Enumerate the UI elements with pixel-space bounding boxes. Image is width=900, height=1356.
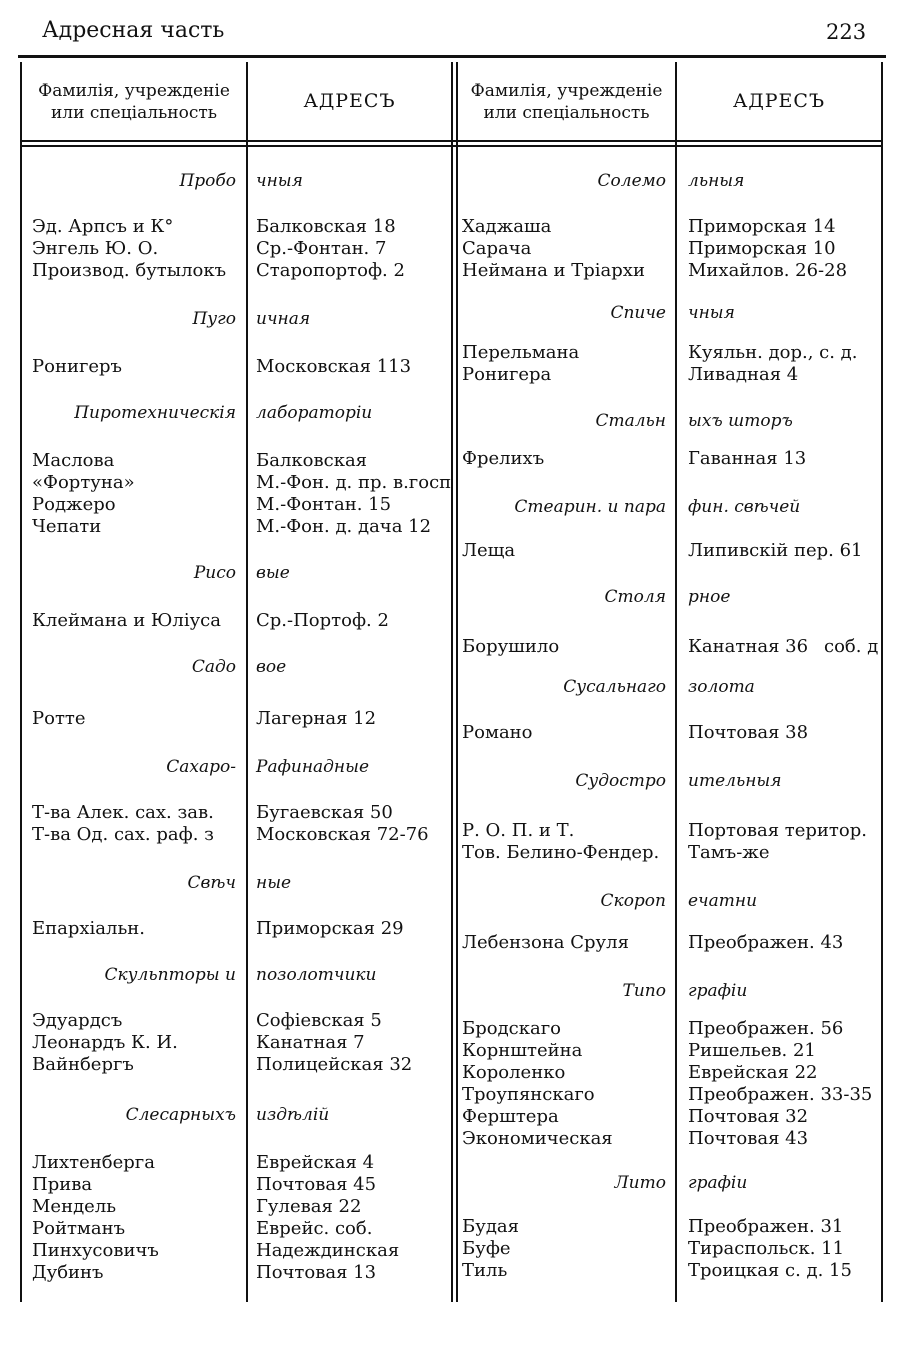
entry-address: Надеждинская	[256, 1240, 400, 1261]
category-label-start: Сахаро-	[166, 757, 236, 777]
entry-address: Преображен. 33-35	[688, 1084, 873, 1105]
category-label-end: графіи	[688, 1173, 748, 1193]
entry-name: Экономическая	[462, 1128, 613, 1149]
entry-address: М.-Фонтан. 15	[256, 494, 392, 515]
entry-name: Леща	[462, 540, 516, 561]
category-label-end: ечатни	[688, 891, 758, 911]
entry-name: Ройтманъ	[32, 1218, 126, 1239]
entry-address: Канатная 7	[256, 1032, 365, 1053]
entry-address: Полицейская 32	[256, 1054, 413, 1075]
entry-name: Ронигеръ	[32, 356, 122, 377]
entry-name: Вайнбергъ	[32, 1054, 134, 1075]
entry-address: Почтовая 43	[688, 1128, 809, 1149]
category-label-start: Стеарин. и пара	[514, 497, 666, 517]
category-label-start: Лито	[614, 1173, 666, 1193]
left-address-column-header: АДРЕСЪ	[303, 90, 396, 112]
category-label-end: ные	[256, 873, 292, 893]
entry-name: Короленко	[462, 1062, 566, 1083]
entry-name: Тов. Белино-Фендер.	[462, 842, 660, 863]
entry-name: Хаджаша	[462, 216, 552, 237]
header-rule	[18, 55, 886, 58]
entry-address: Преображен. 31	[688, 1216, 844, 1237]
entry-address: М.-Фон. д. дача 12	[256, 516, 432, 537]
category-label-end: издѣлій	[256, 1105, 330, 1125]
divider-center-double-a	[451, 62, 453, 1302]
entry-address: Гаванная 13	[688, 448, 807, 469]
entry-address: Почтовая 32	[688, 1106, 809, 1127]
entry-address: Еврейская 4	[256, 1152, 375, 1173]
entry-address: Тираспольск. 11	[688, 1238, 845, 1259]
entry-name: Лихтенберга	[32, 1152, 155, 1173]
entry-name: Тиль	[462, 1260, 508, 1281]
divider-right-name-address	[675, 62, 677, 1302]
category-label-end: вое	[256, 657, 287, 677]
category-label-start: Садо	[191, 657, 236, 677]
entry-name: Фрелихъ	[462, 448, 545, 469]
entry-name: Р. О. П. и Т.	[462, 820, 575, 841]
entry-address: Троицкая с. д. 15	[688, 1260, 852, 1281]
entry-address: М.-Фон. д. пр. в.госп	[256, 472, 452, 493]
entry-address: Преображен. 43	[688, 932, 844, 953]
entry-address: Ср.-Фонтан. 7	[256, 238, 387, 259]
entry-address: Канатная 36	[688, 636, 809, 657]
column-header-rule-a	[20, 140, 883, 142]
entry-address: Старопортоф. 2	[256, 260, 405, 281]
entry-name: Леонардъ К. И.	[32, 1032, 178, 1053]
page-number: 223	[826, 20, 867, 44]
category-label-start: Скороп	[600, 891, 666, 911]
category-label-end: фин. свѣчей	[688, 497, 801, 517]
entry-name: Т-ва Алек. сах. зав.	[32, 802, 214, 823]
entry-address: Ср.-Портоф. 2	[256, 610, 389, 631]
entry-address: Еврейс. соб.	[256, 1218, 373, 1239]
category-label-end: льныя	[688, 171, 745, 191]
entry-name: Романо	[462, 722, 533, 743]
category-label-start: Стальн	[595, 411, 666, 431]
entry-note: соб. д	[824, 636, 879, 657]
entry-name: Корнштейна	[462, 1040, 583, 1061]
entry-address: Приморская 29	[256, 918, 404, 939]
entry-address: Софіевская 5	[256, 1010, 382, 1031]
category-label-end: лабораторіи	[256, 403, 373, 423]
category-label-start: Сусальнаго	[563, 677, 666, 697]
entry-address: Приморская 10	[688, 238, 836, 259]
entry-name: Ферштера	[462, 1106, 559, 1127]
category-label-end: ительныя	[688, 771, 782, 791]
category-label-end: рное	[688, 587, 731, 607]
entry-address: Приморская 14	[688, 216, 836, 237]
entry-address: Ришельев. 21	[688, 1040, 816, 1061]
category-label-end: позолотчики	[256, 965, 377, 985]
entry-name: Производ. бутылокъ	[32, 260, 227, 281]
entry-address: Почтовая 38	[688, 722, 809, 743]
entry-name: Бродскаго	[462, 1018, 561, 1039]
entry-address: Лагерная 12	[256, 708, 377, 729]
entry-name: Эдуардсъ	[32, 1010, 123, 1031]
entry-name: Пинхусовичъ	[32, 1240, 159, 1261]
entry-name: Роджеро	[32, 494, 116, 515]
entry-address: Липивскій пер. 61	[688, 540, 863, 561]
divider-left-name-address	[246, 62, 248, 1302]
entry-name: Неймана и Тріархи	[462, 260, 645, 281]
category-label-start: Пуго	[192, 309, 236, 329]
entry-address: Михайлов. 26-28	[688, 260, 848, 281]
entry-name: «Фортуна»	[32, 472, 135, 493]
right-address-column-header: АДРЕСЪ	[732, 90, 826, 112]
frame-left-line	[20, 62, 22, 1302]
category-label-end: ичная	[256, 309, 311, 329]
category-label-end: чныя	[688, 303, 735, 323]
entry-name: Т-ва Од. сах. раф. з	[32, 824, 214, 845]
category-label-end: чныя	[256, 171, 303, 191]
category-label-start: Типо	[622, 981, 666, 1001]
entry-name: Будая	[462, 1216, 519, 1237]
entry-address: Портовая територ.	[688, 820, 867, 841]
right-name-column-header: Фамилія, учрежденіе или спеціальность	[470, 81, 663, 123]
entry-address: Бугаевская 50	[256, 802, 393, 823]
category-label-start: Спиче	[610, 303, 666, 323]
entry-name: Ротте	[32, 708, 86, 729]
entry-address: Еврейская 22	[688, 1062, 818, 1083]
entry-address: Куяльн. дор., с. д.	[688, 342, 858, 363]
entry-name: Сарача	[462, 238, 532, 259]
entry-address: Тамъ-же	[688, 842, 770, 863]
entry-address: Гулевая 22	[256, 1196, 362, 1217]
entry-name: Дубинъ	[32, 1262, 104, 1283]
entry-address: Ливадная 4	[688, 364, 799, 385]
entry-name: Чепати	[32, 516, 102, 537]
category-label-end: Рафинадные	[256, 757, 370, 777]
entry-address: Почтовая 45	[256, 1174, 377, 1195]
category-label-start: Столя	[604, 587, 666, 607]
divider-center-double-b	[456, 62, 458, 1302]
category-label-start: Слесарныхъ	[125, 1105, 236, 1125]
entry-name: Эд. Арпсъ и К°	[32, 216, 174, 237]
entry-address: Балковская	[256, 450, 368, 471]
entry-name: Буфе	[462, 1238, 511, 1259]
entry-name: Энгель Ю. О.	[32, 238, 159, 259]
section-title: Адресная часть	[42, 18, 225, 43]
category-label-end: графіи	[688, 981, 748, 1001]
entry-name: Перельмана	[462, 342, 580, 363]
entry-name: Борушило	[462, 636, 560, 657]
entry-name: Ронигера	[462, 364, 552, 385]
category-label-end: вые	[256, 563, 290, 583]
entry-name: Маслова	[32, 450, 115, 471]
category-label-start: Солемо	[597, 171, 666, 191]
category-label-start: Судостро	[575, 771, 666, 791]
category-label-end: ыхъ шторъ	[688, 411, 793, 431]
entry-name: Лебензона Сруля	[462, 932, 629, 953]
category-label-end: золота	[688, 677, 755, 697]
left-name-column-header: Фамилія, учрежденіе или спеціальность	[38, 81, 230, 123]
entry-address: Почтовая 13	[256, 1262, 377, 1283]
category-label-start: Рисо	[193, 563, 236, 583]
category-label-start: Пробо	[179, 171, 236, 191]
entry-name: Епархіальн.	[32, 918, 145, 939]
entry-address: Московская 113	[256, 356, 412, 377]
entry-address: Московская 72-76	[256, 824, 429, 845]
entry-name: Троупянскаго	[462, 1084, 595, 1105]
category-label-start: Свѣч	[187, 873, 236, 893]
entry-address: Балковская 18	[256, 216, 396, 237]
category-label-start: Скульпторы и	[104, 965, 236, 985]
entry-address: Преображен. 56	[688, 1018, 844, 1039]
entry-name: Клеймана и Юліуса	[32, 610, 221, 631]
entry-name: Мендель	[32, 1196, 117, 1217]
column-header-rule-b	[20, 145, 883, 147]
entry-name: Прива	[32, 1174, 93, 1195]
frame-right-line	[881, 62, 883, 1302]
category-label-start: Пиротехническія	[74, 403, 236, 423]
